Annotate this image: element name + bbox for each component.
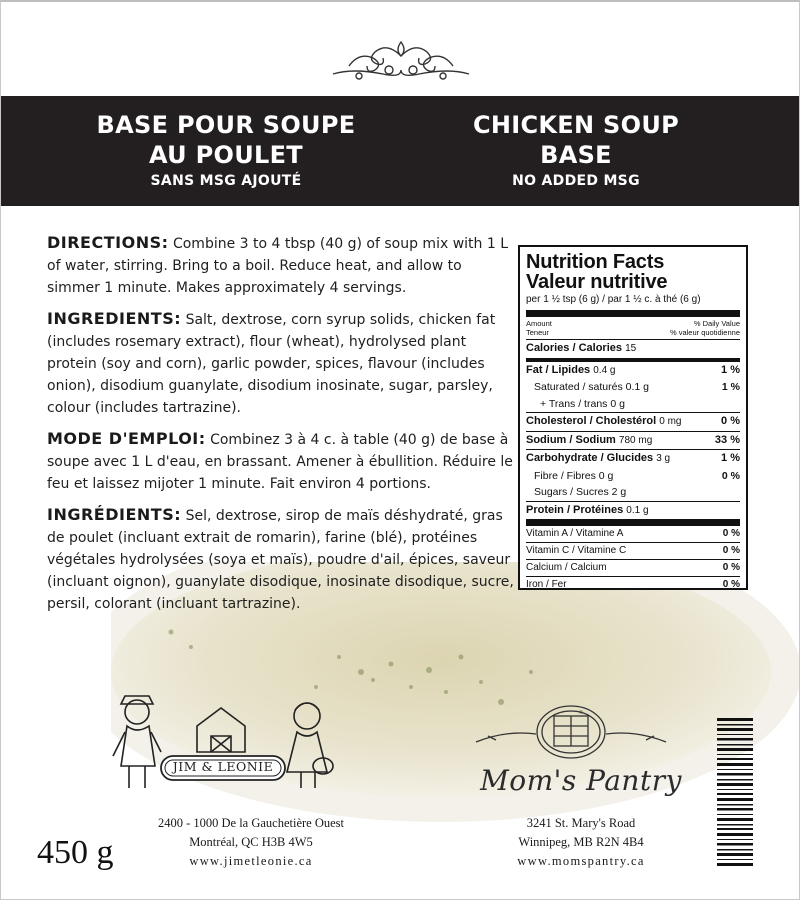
calcium-percent: 0 % (722, 562, 740, 573)
vitamin-c-label: Vitamin C / Vitamine C (526, 545, 627, 556)
calcium-label: Calcium / Calcium (526, 562, 607, 573)
cholesterol-row (526, 412, 740, 431)
daily-value-label: % Daily Value (693, 319, 740, 328)
product-title-english (426, 110, 726, 192)
jim-website: www.jimetleonie.ca (189, 854, 313, 868)
carbohydrate-percent: 1 % (721, 452, 740, 464)
vitamin-a-percent: 0 % (722, 528, 740, 539)
carbohydrate-label: Carbohydrate / Glucides (526, 452, 654, 464)
jim-leonie-wordmark: JIM & LEONIE (172, 759, 274, 774)
carbohydrate-row (526, 449, 740, 468)
jim-address-line1: 2400 - 1000 De la Gauchetière Ouest (157, 816, 345, 830)
serving-size: per 1 ½ tsp (6 g) / par 1 ½ c. à thé (6 g) (526, 294, 701, 305)
sodium-label: Sodium / Sodium (526, 433, 616, 446)
nutrition-divider (526, 519, 740, 526)
title-band (1, 96, 800, 206)
fat-label: Fat / Lipides (526, 363, 591, 376)
iron-label: Iron / Fer (526, 579, 567, 590)
nutrition-header-row-fr (526, 328, 740, 339)
saturated-row (526, 379, 740, 396)
title-en-line2: BASE (540, 141, 612, 169)
title-fr-line1: BASE POUR SOUPE (96, 111, 356, 139)
fat-row (526, 362, 740, 380)
fat-percent: 1 % (721, 363, 740, 376)
sodium-amount: 780 mg (618, 434, 653, 446)
amount-label: Amount (526, 319, 552, 328)
saturated-label: Saturated / saturés 0.1 g (534, 381, 649, 393)
barcode-image (717, 718, 753, 866)
title-fr-line2: AU POULET (149, 141, 303, 169)
jim-leonie-logo (101, 682, 341, 792)
moms-pantry-address (491, 814, 671, 871)
sodium-row (526, 431, 740, 450)
nutrition-header-row (526, 317, 740, 328)
directions-text: Combine 3 to 4 tbsp (40 g) of soup mix with 1 L of water, stirring. Bring to a boil. Reduce heat, and allow to simmer 1 minute. Makes approximately 4 servings. (47, 236, 508, 296)
calories-value: 15 (625, 343, 637, 354)
mode-emploi-heading: MODE D'EMPLOI: (47, 429, 206, 448)
jim-address-line2: Montréal, QC H3B 4W5 (189, 835, 313, 849)
title-en-subtitle: NO ADDED MSG (512, 173, 640, 189)
nutrition-title-en: Nutrition Facts (526, 251, 665, 273)
instructions-column (47, 232, 517, 624)
protein-label: Protein / Protéines (526, 503, 624, 516)
calcium-row (526, 559, 740, 576)
vitamin-a-row (526, 526, 740, 542)
vitamin-c-row (526, 542, 740, 559)
directions-heading: DIRECTIONS: (47, 233, 169, 252)
title-en-line1: CHICKEN SOUP (472, 111, 680, 139)
directions-paragraph (47, 232, 517, 299)
ingredients-fr-paragraph (47, 504, 517, 615)
mom-address-line2: Winnipeg, MB R2N 4B4 (518, 835, 644, 849)
ingredients-fr-heading: INGRÉDIENTS: (47, 505, 182, 524)
trans-label: + Trans / trans 0 g (540, 397, 625, 410)
net-weight: 450 g (37, 834, 114, 871)
nutrition-facts-table (518, 245, 748, 590)
fibre-label: Fibre / Fibres 0 g (534, 469, 614, 482)
protein-row (526, 501, 740, 520)
nutrition-divider (526, 310, 740, 317)
ingredients-fr-text: Sel, dextrose, sirop de maïs déshydraté, gras de poulet (incluant extrait de romarin), farine (blé), protéines végétales hydrolysées (soya et maïs), poudre d'ail, épices, saveur (incluant oignon), guanylate disodique, inosinate disodique, sucre, persil, colorant (incluant tartrazine). (47, 508, 514, 612)
title-fr-subtitle: SANS MSG AJOUTÉ (150, 173, 302, 189)
vitamin-c-percent: 0 % (722, 545, 740, 556)
saturated-percent: 1 % (721, 381, 740, 393)
cholesterol-label: Cholesterol / Cholestérol (526, 415, 657, 427)
calories-row (526, 339, 740, 358)
mom-address-line1: 3241 St. Mary's Road (526, 816, 636, 830)
moms-pantry-wordmark: Mom's Pantry (480, 764, 682, 797)
iron-row (526, 576, 740, 593)
vitamin-a-label: Vitamin A / Vitamine A (526, 528, 624, 539)
fat-amount: 0.4 g (593, 364, 616, 376)
iron-percent: 0 % (722, 579, 740, 590)
ingredients-heading: INGREDIENTS: (47, 309, 182, 328)
trans-row (526, 396, 740, 413)
calories-label: Calories / Calories (526, 342, 622, 354)
amount-label-fr: Teneur (526, 328, 549, 337)
carbohydrate-amount: 3 g (656, 453, 671, 464)
daily-value-label-fr: % valeur quotidienne (669, 328, 740, 337)
product-title-french (76, 110, 376, 192)
ingredients-paragraph (47, 308, 517, 419)
fibre-percent: 0 % (721, 469, 740, 482)
ornament-flourish (329, 36, 473, 82)
mode-emploi-paragraph (47, 428, 517, 495)
sodium-percent: 33 % (714, 433, 740, 446)
mode-emploi-text: Combinez 3 à 4 c. à table (40 g) de base à soupe avec 1 L d'eau, en brassant. Amener à ébullition. Réduire le feu et laissez mijoter 1 minute. Fait environ 4 portions. (47, 432, 513, 492)
cholesterol-percent: 0 % (721, 415, 740, 427)
mom-website: www.momspantry.ca (517, 854, 645, 868)
sugars-row (526, 484, 740, 501)
protein-amount: 0.1 g (626, 504, 649, 516)
jim-leonie-address (151, 814, 351, 871)
ingredients-text: Salt, dextrose, corn syrup solids, chicken fat (includes rosemary extract), flour (wheat), hydrolysed plant protein (soy and corn), garlic powder, spices, flavour (includes onion), disodium guanylate, disodium inosinate, sugar, parsley, colour (includes tartrazine). (47, 312, 496, 416)
fibre-row (526, 468, 740, 485)
cholesterol-amount: 0 mg (659, 416, 682, 427)
sugars-label: Sugars / Sucres 2 g (534, 486, 627, 498)
nutrition-title-fr: Valeur nutritive (526, 271, 668, 293)
